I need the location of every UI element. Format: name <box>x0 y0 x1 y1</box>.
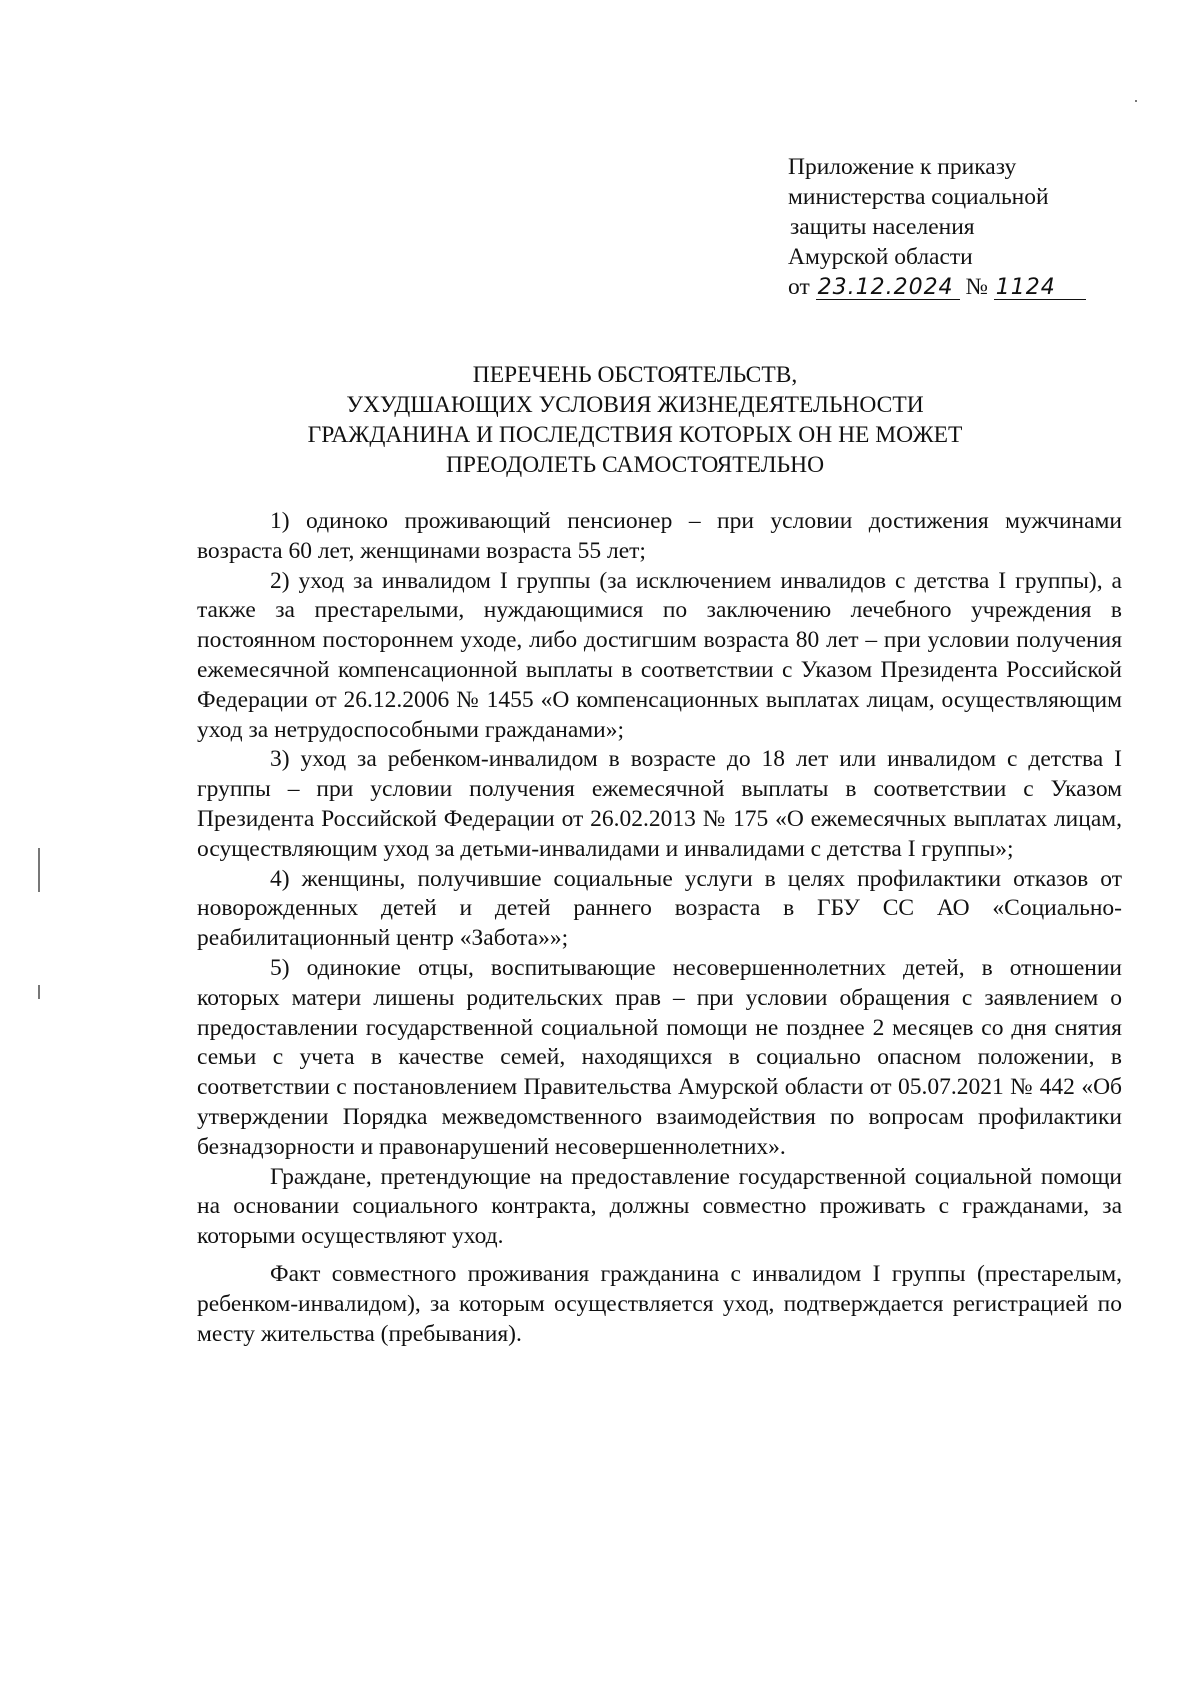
date-prefix: от <box>788 274 810 300</box>
scan-edge-mark <box>38 848 40 892</box>
document-body <box>197 507 1122 1349</box>
handwritten-number: 1124 <box>994 277 1086 300</box>
title-line-4: ПРЕОДОЛЕТЬ САМОСТОЯТЕЛЬНО <box>445 452 825 478</box>
list-item: 2) уход за инвалидом I группы (за исключением инвалидов с детства I группы), а также за престарелыми, нуждающимися по заключению лечебного учреждения в постоянном постороннем уходе, либо достигшим возраста 80 лет – при условии получения ежемесячной компенсационной выплаты в соответствии с Указом Президента Российской Федерации от 26.12.2006 № 1455 «О компенсационных выплатах лицам, осуществляющим уход за нетрудоспособными гражданами»; <box>197 567 1122 743</box>
title-line-2: УХУДШАЮЩИХ УСЛОВИЯ ЖИЗНЕДЕЯТЕЛЬНОСТИ <box>346 392 924 418</box>
appendix-header <box>788 152 1148 302</box>
handwritten-date: 23.12.2024 <box>816 277 960 300</box>
number-prefix: № <box>965 274 988 300</box>
appendix-line-4: Амурской области <box>788 244 973 270</box>
appendix-line-3: защиты населения <box>790 214 975 240</box>
appendix-line-2: министерства социальной <box>788 184 1049 210</box>
scan-speck <box>1135 100 1137 102</box>
list-item: 3) уход за ребенком-инвалидом в возрасте до 18 лет или инвалидом с детства I группы – при условии получения ежемесячной выплаты в соответствии с Указом Президента Российской Федерации от 26.02.2013 № 175 «О ежемесячных выплатах лицам, осуществляющим уход за детьми-инвалидами и инвалидами с детства I группы»; <box>197 746 1122 862</box>
title-line-1: ПЕРЕЧЕНЬ ОБСТОЯТЕЛЬСТВ, <box>472 362 798 388</box>
scan-edge-mark <box>38 985 40 999</box>
appendix-date-line <box>788 272 1148 302</box>
list-item: 4) женщины, получившие социальные услуги в целях профилактики отказов от новорожденных детей и детей раннего возраста в ГБУ СС АО «Социально-реабилитационный центр «Забота»»; <box>197 865 1122 952</box>
paragraph-fact: Факт совместного проживания гражданина с инвалидом I группы (престарелым, ребенком-инвалидом), за которым осуществляется уход, подтверждается регистрацией по месту жительства (пребывания). <box>197 1260 1122 1347</box>
paragraph-cohabitation: Граждане, претендующие на предоставление государственной социальной помощи на основании социального контракта, должны совместно проживать с гражданами, за которыми осуществляют уход. <box>197 1163 1122 1250</box>
title-line-3: ГРАЖДАНИНА И ПОСЛЕДСТВИЯ КОТОРЫХ ОН НЕ МОЖЕТ <box>307 422 963 448</box>
document-title <box>200 360 1070 480</box>
list-item: 5) одинокие отцы, воспитывающие несовершеннолетних детей, в отношении которых матери лишены родительских прав – при условии обращения с заявлением о предоставлении государственной социальной помощи не позднее 2 месяцев со дня снятия семьи с учета в качестве семей, находящихся в социально опасном положении, в соответствии с постановлением Правительства Амурской области от 05.07.2021 № 442 «Об утверждении Порядка межведомственного взаимодействия по вопросам профилактики безнадзорности и правонарушений несовершеннолетних». <box>197 954 1122 1160</box>
list-item: 1) одиноко проживающий пенсионер – при условии достижения мужчинами возраста 60 лет, женщинами возраста 55 лет; <box>197 508 1122 564</box>
appendix-line-1: Приложение к приказу <box>788 154 1017 180</box>
